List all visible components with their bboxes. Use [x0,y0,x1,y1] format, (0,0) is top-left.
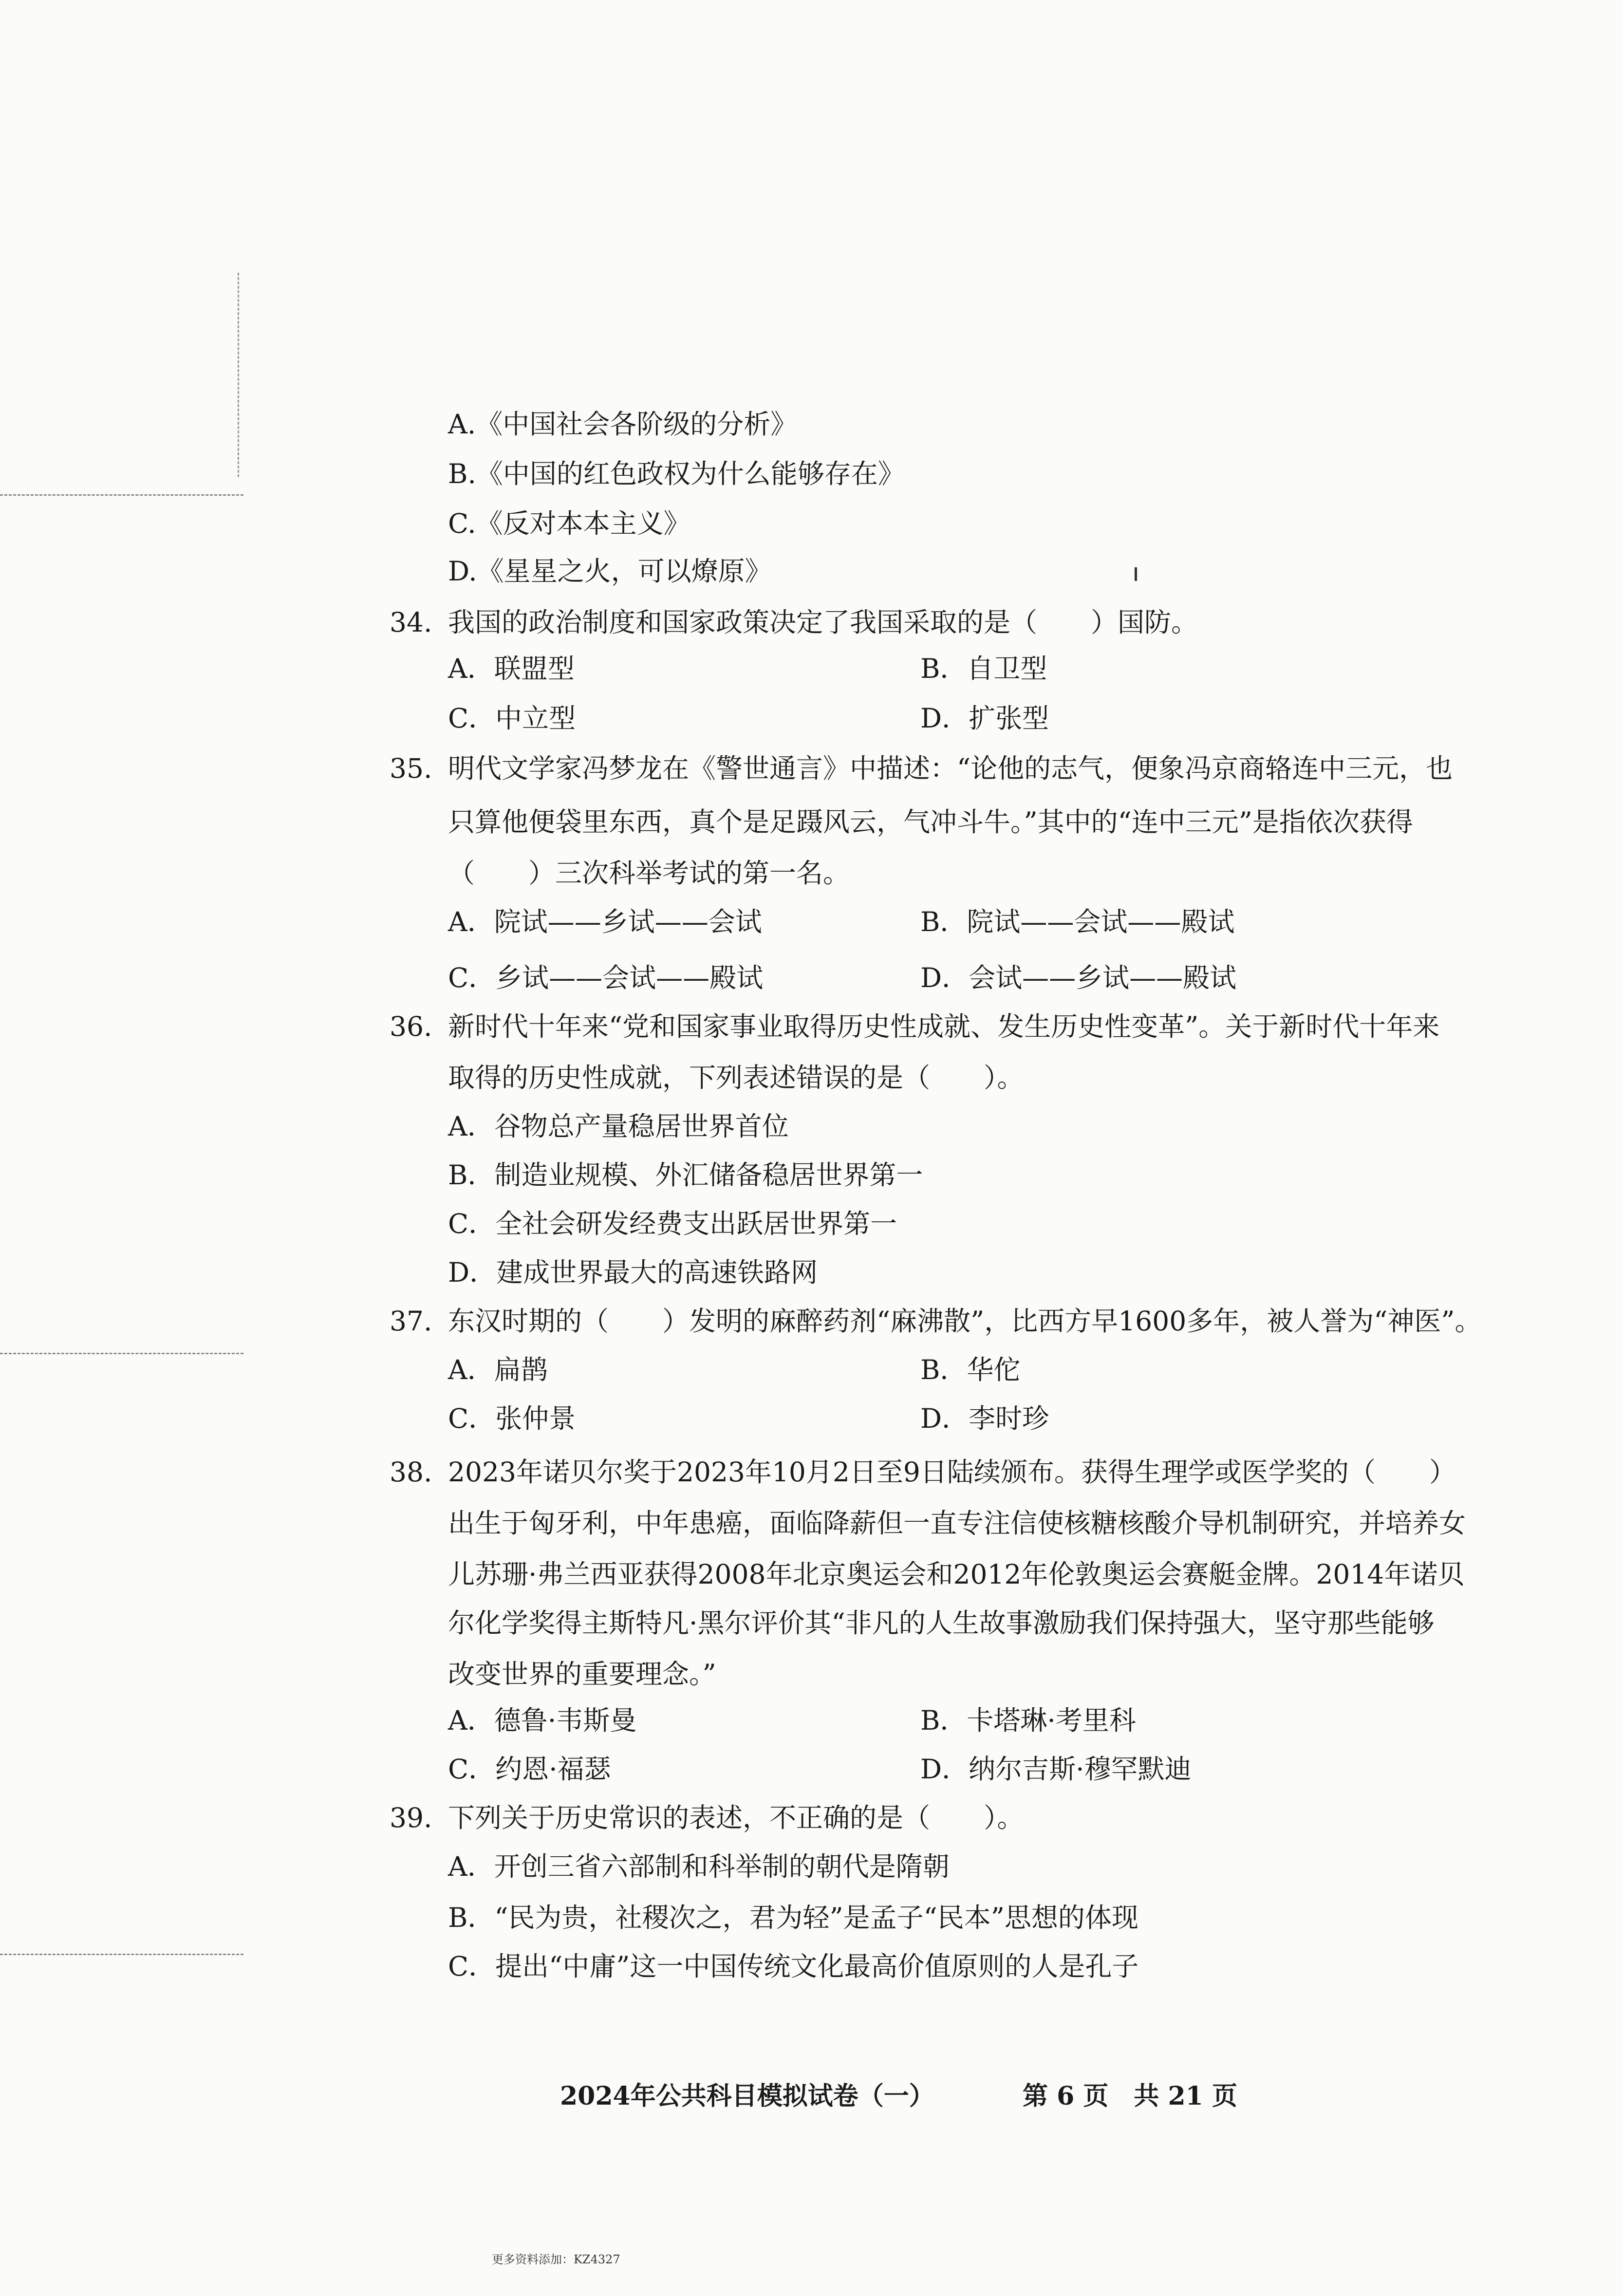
watermark-text: 更多资料添加：KZ4327 [492,2253,620,2266]
binding-dash-1 [0,494,243,496]
q33-option-a: A.《中国社会各阶级的分析》 [448,409,798,440]
q34-option-c: C．中立型 [448,703,576,734]
q37-text: 东汉时期的（ ）发明的麻醉药剂“麻沸散”，比西方早1600多年，被人誉为“神医”。 [448,1306,1482,1337]
q35-number: 35. [390,753,432,784]
q38-number: 38. [390,1456,432,1488]
q38-line-4: 尔化学奖得主斯特凡·黑尔评价其“非凡的人生故事激励我们保持强大，坚守那些能够 [448,1607,1435,1639]
q34-option-b: B．自卫型 [920,653,1047,684]
q38-line-3: 儿苏珊·弗兰西亚获得2008年北京奥运会和2012年伦敦奥运会赛艇金牌。2014年诺贝 [448,1559,1465,1590]
q39-option-b: B．“民为贵，社稷次之，君为轻”是孟子“民本”思想的体现 [448,1902,1138,1933]
q35-line-3: （ ）三次科举考试的第一名。 [448,858,850,889]
q38-option-c: C．约恩·福瑟 [448,1754,611,1785]
q39-text: 下列关于历史常识的表述，不正确的是（ ）。 [448,1802,1024,1833]
binding-dash-2 [0,1353,243,1354]
q39-option-c: C．提出“中庸”这一中国传统文化最高价值原则的人是孔子 [448,1951,1139,1982]
q36-line-1: 新时代十年来“党和国家事业取得历史性成就、发生历史性变革”。关于新时代十年来 [448,1011,1440,1042]
footer-page-number: 第 6 页 共 21 页 [1023,2081,1237,2111]
q38-line-1: 2023年诺贝尔奖于2023年10月2日至9日陆续颁布。获得生理学或医学奖的（ ） [448,1456,1456,1488]
footer-title: 2024年公共科目模拟试卷（一） [560,2081,934,2111]
q38-line-2: 出生于匈牙利，中年患癌，面临降薪但一直专注信使核糖核酸介导机制研究，并培养女 [448,1508,1466,1539]
q36-line-2: 取得的历史性成就，下列表述错误的是（ ）。 [448,1062,1024,1093]
q37-option-a: A．扁鹊 [448,1354,548,1385]
q38-option-a: A．德鲁·韦斯曼 [448,1705,637,1736]
q33-option-d: D.《星星之火，可以燎原》 [448,556,772,587]
q38-option-b: B．卡塔琳·考里科 [920,1705,1136,1736]
q34-option-d: D．扩张型 [920,703,1049,734]
q35-line-2: 只算他便袋里东西，真个是足蹑风云，气冲斗牛。”其中的“连中三元”是指依次获得 [448,806,1413,838]
q34-text: 我国的政治制度和国家政策决定了我国采取的是（ ）国防。 [448,607,1198,638]
q36-option-b: B．制造业规模、外汇储备稳居世界第一 [448,1159,923,1191]
q34-number: 34. [390,607,432,638]
q35-line-1: 明代文学家冯梦龙在《警世通言》中描述：“论他的志气，便象冯京商辂连中三元，也 [448,753,1453,784]
q36-option-d: D．建成世界最大的高速铁路网 [448,1257,818,1288]
q39-number: 39. [390,1802,432,1833]
q35-option-c: C．乡试——会试——殿试 [448,962,764,993]
q36-option-a: A．谷物总产量稳居世界首位 [448,1111,789,1142]
q35-option-d: D．会试——乡试——殿试 [920,962,1237,993]
q37-number: 37. [390,1306,432,1337]
q37-option-b: B．华佗 [920,1354,1021,1385]
binding-line-top [238,273,239,477]
q34-option-a: A．联盟型 [448,653,575,684]
q37-option-c: C．张仲景 [448,1403,576,1434]
q33-option-b: B.《中国的红色政权为什么能够存在》 [448,458,905,489]
q36-option-c: C．全社会研发经费支出跃居世界第一 [448,1208,897,1239]
q39-option-a: A．开创三省六部制和科举制的朝代是隋朝 [448,1851,950,1882]
q37-option-d: D．李时珍 [920,1403,1049,1434]
q36-number: 36. [390,1011,432,1042]
q33-option-c: C.《反对本本主义》 [448,508,690,539]
stray-mark [1135,567,1137,581]
q38-option-d: D．纳尔吉斯·穆罕默迪 [920,1754,1192,1785]
binding-dash-3 [0,1954,243,1955]
q38-line-5: 改变世界的重要理念。” [448,1659,716,1690]
q35-option-a: A．院试——乡试——会试 [448,906,762,937]
q35-option-b: B．院试——会试——殿试 [920,906,1235,937]
